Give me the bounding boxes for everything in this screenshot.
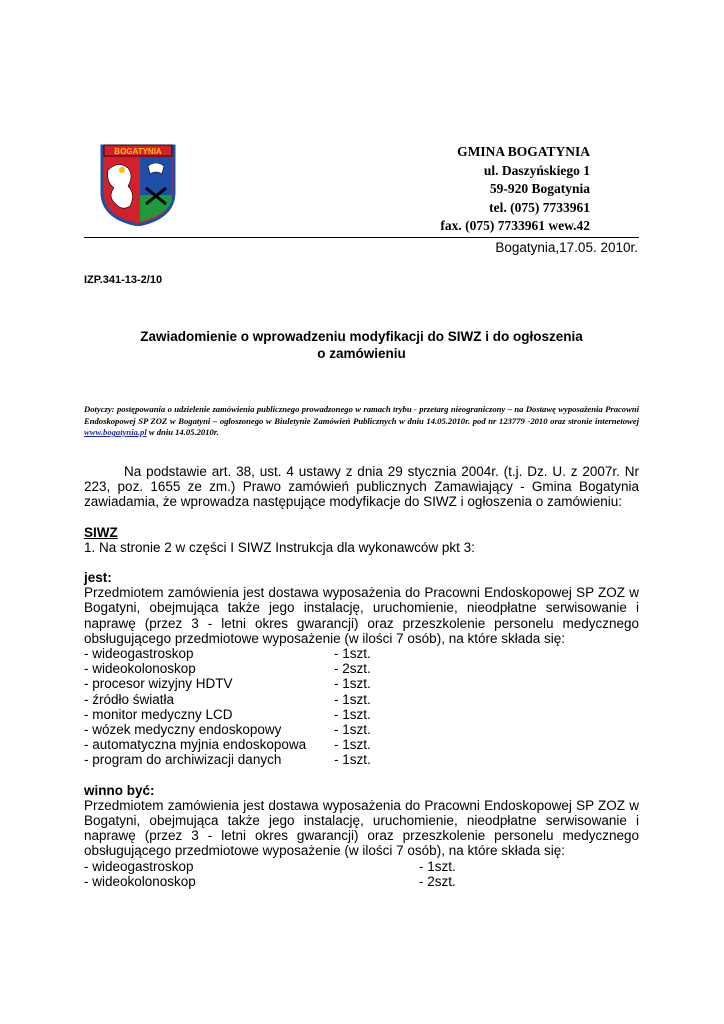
subject-text: Dotyczy: postępowania o udzielenie zamówienia publicznego prowadzonego w ramach trybu - przetarg nieograniczony – na Dostawę wyposażenia Pracowni Endoskopowej SP ZOZ w Bogatyni – ogłoszonego w Biuletynie Zamówień Publicznych w dniu 14.05.2010r. pod nr 123779 -2010 oraz stronie internetowej <box>84 404 639 426</box>
winno-label: winno być: <box>84 782 155 798</box>
list-item <box>84 859 639 874</box>
item-quantity: - 1szt. <box>334 646 371 662</box>
item-quantity: - 2szt. <box>419 873 456 889</box>
item-quantity: - 1szt. <box>334 676 371 692</box>
item-name: - wideokolonoskop <box>84 873 196 889</box>
item-quantity: - 1szt. <box>334 691 371 707</box>
intro-paragraph: Na podstawie art. 38, ust. 4 ustawy z dnia 29 stycznia 2004r. (t.j. Dz. U. z 2007r. Nr 223, poz. 1655 ze zm.) Prawo zamówień publicznych Zamawiający - Gmina Bogatynia zawiadamia, że wprowadza następujące modyfikacje do SIWZ i ogłoszenia o zamówieniu: <box>84 464 639 510</box>
jest-label: jest: <box>84 570 112 586</box>
item-name: - program do archiwizacji danych <box>84 752 282 768</box>
list-item <box>84 676 639 691</box>
winno-paragraph: Przedmiotem zamówienia jest dostawa wyposażenia do Pracowni Endoskopowej SP ZOZ w Bogatyni, obejmująca także jego instalację, uruchomienie, nieodpłatne serwisowanie i naprawę (przez 3 - letni okres gwarancji) oraz przeszkolenie personelu medycznego obsługującego przedmiotowe wyposażenie (w ilości 7 osób), na które składa się: <box>84 797 639 859</box>
letterhead <box>250 143 590 236</box>
org-name: GMINA BOGATYNIA <box>457 144 590 159</box>
list-item <box>84 661 639 676</box>
item-name: - automatyczna myjnia endoskopowa <box>84 737 307 753</box>
list-item <box>84 707 639 722</box>
jest-paragraph: Przedmiotem zamówienia jest dostawa wyposażenia do Pracowni Endoskopowej SP ZOZ w Bogatyni, obejmująca także jego instalację, uruchomienie, nieodpłatne serwisowanie i naprawę (przez 3 - letni okres gwarancji) oraz przeszkolenie personelu medycznego obsługującego przedmiotowe wyposażenie (w ilości 7 osób), na które składa się: <box>84 585 639 646</box>
winno-items-list <box>84 859 639 889</box>
title-line-2: o zamówieniu <box>317 346 406 361</box>
siwz-heading: SIWZ <box>84 524 118 540</box>
phone-number: tel. (075) 7733961 <box>489 199 590 215</box>
item-quantity: - 1szt. <box>334 752 371 768</box>
list-item <box>84 752 639 767</box>
item-name: - wózek medyczny endoskopowy <box>84 721 282 737</box>
item-name: - źródło światła <box>84 691 175 707</box>
main-body <box>84 464 639 889</box>
list-item <box>84 722 639 737</box>
item-quantity: - 1szt. <box>334 721 371 737</box>
document-date: Bogatynia,17.05. 2010r. <box>495 240 638 255</box>
title-line-1: Zawiadomienie o wprowadzeniu modyfikacji do SIWZ i do ogłoszenia <box>140 329 583 344</box>
list-item <box>84 874 639 889</box>
item-quantity: - 1szt. <box>334 706 371 722</box>
siwz-point: 1. Na stronie 2 w części I SIWZ Instrukcja dla wykonawców pkt 3: <box>84 539 475 555</box>
item-name: - wideogastroskop <box>84 646 194 662</box>
crest-banner-text: BOGATYNIA <box>114 147 162 156</box>
city-address: 59-920 Bogatynia <box>489 181 590 196</box>
item-quantity: - 1szt. <box>334 737 371 753</box>
website-link[interactable]: www.bogatynia.pl <box>84 427 147 437</box>
item-name: - wideokolonoskop <box>84 661 196 677</box>
subject-note <box>84 404 639 439</box>
item-name: - monitor medyczny LCD <box>84 706 233 722</box>
header-divider <box>84 237 639 238</box>
item-name: - procesor wizyjny HDTV <box>84 676 233 692</box>
reference-number: IZP.341-13-2/10 <box>84 274 163 286</box>
street-address: ul. Daszyńskiego 1 <box>483 162 590 178</box>
list-item <box>84 692 639 707</box>
item-quantity: - 1szt. <box>419 858 456 874</box>
list-item <box>84 737 639 752</box>
item-quantity: - 2szt. <box>334 661 371 677</box>
jest-items-list <box>84 646 639 768</box>
document-title <box>84 328 639 362</box>
subject-date: w dniu 14.05.2010r. <box>146 427 219 437</box>
coat-of-arms <box>100 140 176 226</box>
list-item <box>84 646 639 661</box>
item-name: - wideogastroskop <box>84 858 194 874</box>
fax-number: fax. (075) 7733961 wew.42 <box>440 218 590 233</box>
